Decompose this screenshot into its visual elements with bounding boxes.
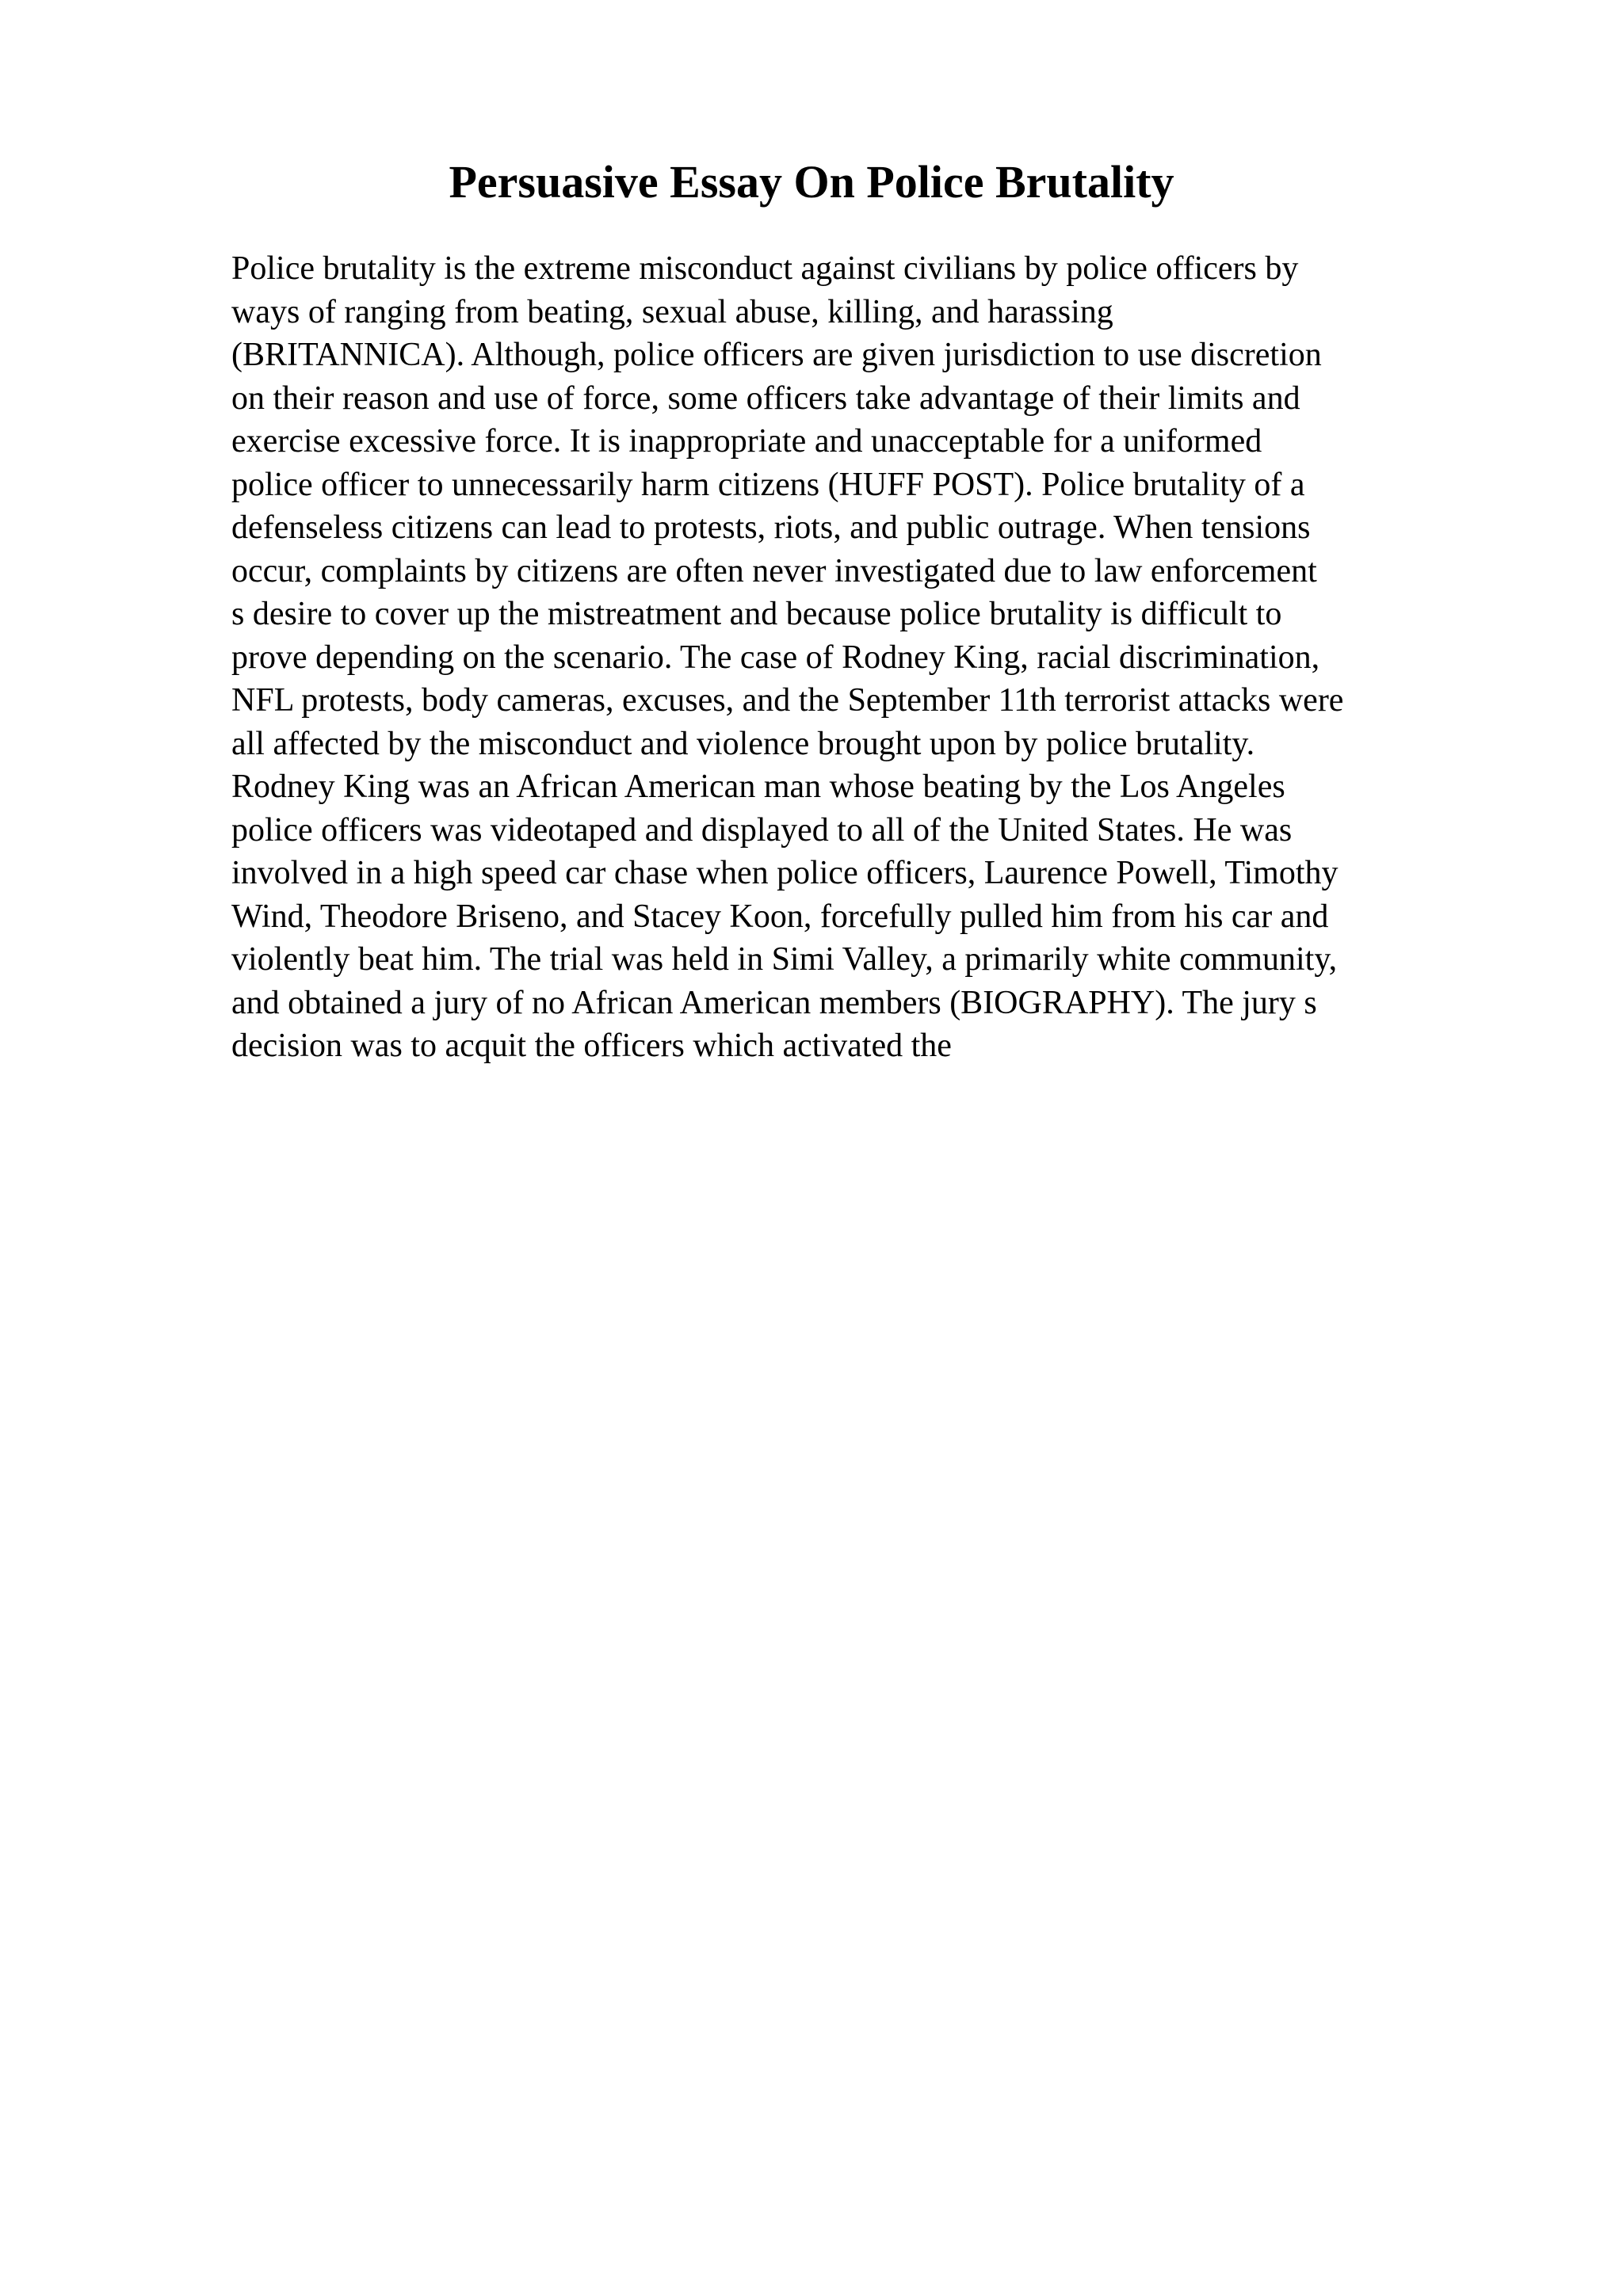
text-line: decision was to acquit the officers which activated the (231, 1028, 952, 1064)
text-line: exercise excessive force. It is inappropriate and unacceptable for a uniformed (231, 423, 1262, 460)
text-line: prove depending on the scenario. The case of Rodney King, racial discrimination, (231, 639, 1320, 676)
text-line: ways of ranging from beating, sexual abuse, killing, and harassing (231, 293, 1113, 330)
text-line: and obtained a jury of no African American members (BIOGRAPHY). The jury s (231, 984, 1317, 1021)
document-title: Persuasive Essay On Police Brutality (449, 156, 1174, 208)
text-line: s desire to cover up the mistreatment and because police brutality is difficult to (231, 596, 1282, 632)
text-line: police officers was videotaped and displayed to all of the United States. He was (231, 811, 1293, 849)
text-line: Wind, Theodore Briseno, and Stacey Koon, forcefully pulled him from his car and (231, 898, 1329, 935)
text-line: on their reason and use of force, some officers take advantage of their limits and (231, 379, 1300, 417)
essay-body (231, 247, 1531, 1068)
text-line: NFL protests, body cameras, excuses, and the September 11th terrorist attacks were (231, 682, 1344, 719)
text-line: violently beat him. The trial was held in Simi Valley, a primarily white community, (231, 941, 1338, 978)
text-line: Police brutality is the extreme misconduct against civilians by police officers by (231, 250, 1299, 287)
text-line: defenseless citizens can lead to protests, riots, and public outrage. When tensions (231, 509, 1311, 546)
text-line: all affected by the misconduct and violence brought upon by police brutality. (231, 725, 1255, 762)
text-line: involved in a high speed car chase when police officers, Laurence Powell, Timothy (231, 855, 1338, 891)
text-line: police officer to unnecessarily harm citizens (HUFF POST). Police brutality of a (231, 466, 1305, 503)
text-line: (BRITANNICA). Although, police officers are given jurisdiction to use discretion (231, 337, 1322, 373)
text-line: Rodney King was an African American man whose beating by the Los Angeles (231, 769, 1285, 805)
text-line: occur, complaints by citizens are often never investigated due to law enforcement (231, 552, 1317, 589)
